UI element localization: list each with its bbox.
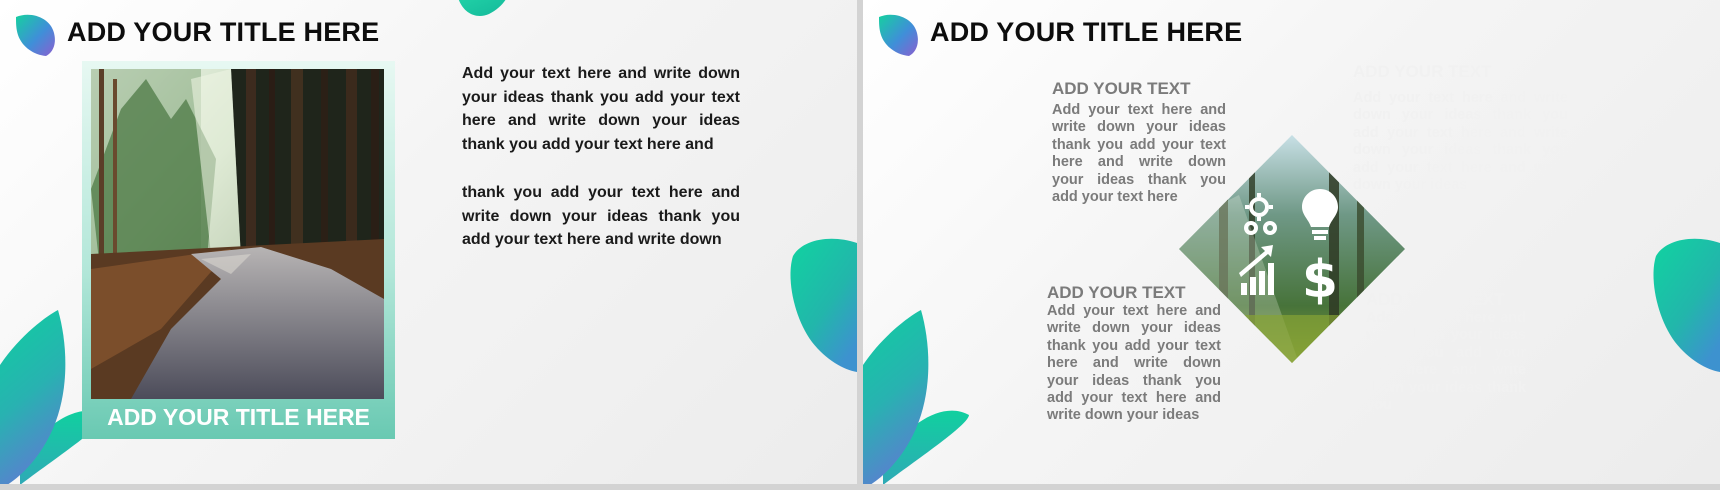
slide-title: ADD YOUR TITLE HERE [930, 17, 1243, 47]
block-text-top-right: Add your text here and write down your ideas thank you add your text here and write down your ideas thank you add your text here and write down your ideas [1353, 90, 1568, 194]
photo-caption: ADD YOUR TITLE HERE [107, 404, 370, 430]
leaf-logo-icon [877, 11, 921, 57]
block-heading-top-right: ADD YOUR TEXT [1353, 62, 1492, 81]
block-text-bottom-left: Add your text here and write down your ideas thank you add your text here and write down your ideas thank you add your text here and write down your ideas [1047, 303, 1221, 424]
block-heading-bottom-right: ADD YOUR TEXT [1366, 290, 1505, 309]
slide-1 [0, 0, 857, 484]
body-paragraph-1: Add your text here and write down your ideas thank you add your text here and write down your ideas thank you add your text here and [462, 65, 740, 153]
leaf-bottom-left-decoration [863, 305, 973, 484]
leaf-right-decoration [790, 238, 857, 373]
slide-2 [863, 0, 1720, 484]
dollar-icon: $ [1301, 250, 1339, 310]
slide-title: ADD YOUR TITLE HERE [67, 17, 380, 47]
diamond-forest-image [1179, 135, 1405, 363]
leaf-right-decoration [1653, 238, 1720, 373]
block-text-top-left: Add your text here and write down your ideas thank you add your text here and write down your ideas thank you add your text here [1052, 102, 1226, 206]
forest-road-photo [91, 69, 384, 399]
body-paragraph-2: thank you add your text here and write down your ideas thank you add your text here and write down [462, 184, 740, 248]
photo-card [82, 61, 395, 439]
leaf-top-decoration [455, 0, 511, 20]
block-heading-bottom-left: ADD YOUR TEXT [1047, 283, 1186, 302]
leaf-logo-icon [14, 11, 58, 57]
block-heading-top-left: ADD YOUR TEXT [1052, 79, 1191, 98]
block-text-bottom-right: Add your text here and write down your ideas thank you add your text here and write down your ideas thank you [1366, 310, 1526, 414]
